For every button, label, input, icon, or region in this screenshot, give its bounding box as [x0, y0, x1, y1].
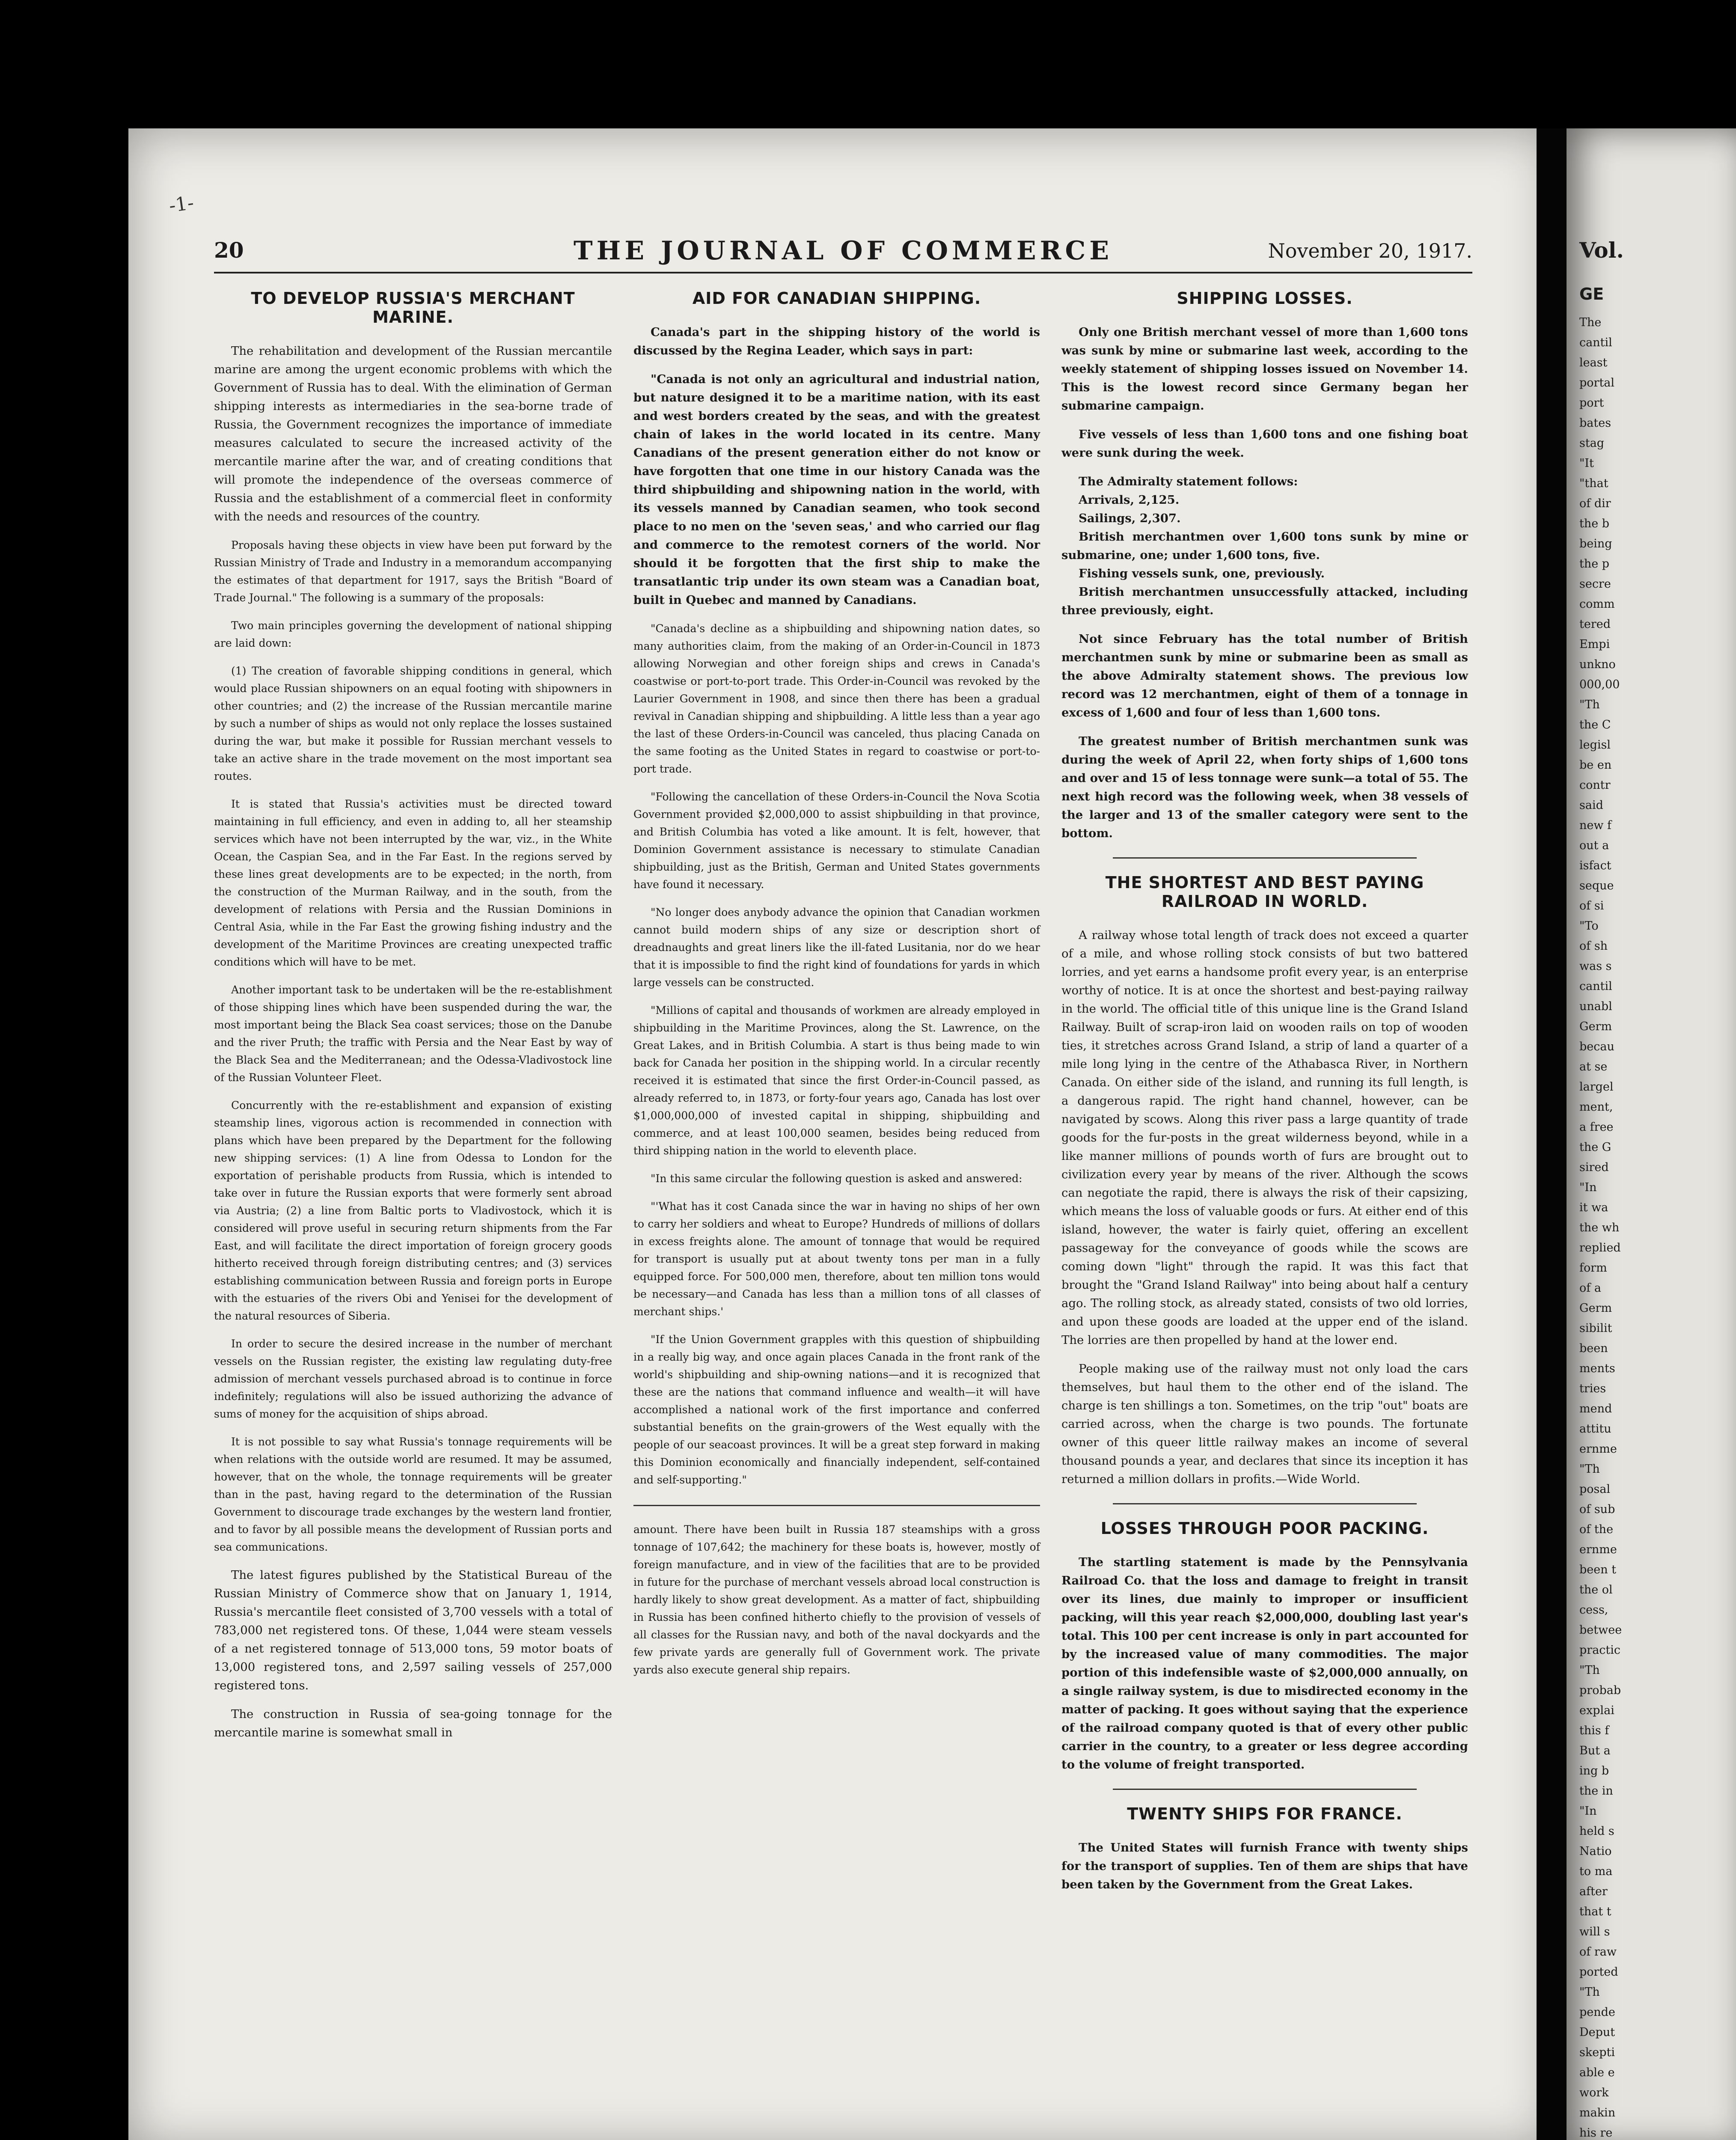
- adjacent-page-title: GE: [1579, 285, 1604, 303]
- adjacent-page-line: the wh: [1579, 1221, 1620, 1234]
- adjacent-page-line: probab: [1579, 1684, 1621, 1697]
- adjacent-page-line: 000,00: [1579, 678, 1620, 691]
- adjacent-page-line: of the: [1579, 1523, 1614, 1536]
- adjacent-page-line: of sub: [1579, 1503, 1615, 1516]
- adjacent-page-line: ment,: [1579, 1100, 1613, 1114]
- adjacent-page-line: makin: [1579, 2106, 1616, 2119]
- adjacent-page-line: tered: [1579, 618, 1611, 631]
- article-divider: [1113, 1503, 1417, 1504]
- paragraph: The greatest number of British merchantmen sunk was during the week of April 22, when forty ships of 1,600 tons and over and 15 of less tonnage were sunk—a total of 55. The next high record was the following week, when 38 vessels of the larger and 13 of the smaller category were sent to the bottom.: [1061, 734, 1468, 840]
- continuation-paragraph: amount. There have been built in Russia 187 steamships with a gross tonnage of 107,642; the machinery for these boats is, however, mostly of foreign manufacture, and in view of the facilities that are to be provided in future for the purchase of merchant vessels abroad local construction is hardly likely to show great development. As a matter of fact, shipbuilding in Russia has been confined hitherto chiefly to the provision of vessels of all classes for the Russian navy, and both of the naval dockyards and the few private yards are generally full of Government work. The private yards also execute general ship repairs.: [633, 1523, 1040, 1676]
- paragraph: Only one British merchant vessel of more than 1,600 tons was sunk by mine or submarine last week, according to the weekly statement of shipping losses issued on November 14. This is the lowest record since Germany began her submarine campaign.: [1061, 325, 1468, 413]
- paragraph: Concurrently with the re-establishment and expansion of existing steamship lines, vigorous action is recommended in connection with plans which have been prepared by the Department for the following new shipping services: (1) A line from Odessa to London for the exportation of perishable products from Russia, which is intended to take over in future the Russian exports that were formerly sent abroad via Austria; (2) a line from Baltic ports to Vladivostock, which it is considered will prove useful in securing return shipments from the Far East, and will facilitate the direct importation of foreign grocery goods hitherto received through foreign distributing centres; and (3) services establishing communication between Russia and foreign ports in Europe with the estuaries of the rivers Obi and Yenisei for the development of the natural resources of Siberia.: [214, 1099, 612, 1322]
- adjacent-page-line: Empi: [1579, 638, 1610, 651]
- adjacent-page-line: explai: [1579, 1704, 1614, 1717]
- paragraph: The United States will furnish France with twenty ships for the transport of supplies. Ten of them are ships that have been taken by the Government from the Great Lakes.: [1061, 1841, 1468, 1891]
- margin-mark: -1-: [167, 192, 196, 217]
- adjacent-page-line: pende: [1579, 2006, 1615, 2019]
- adjacent-page-line: seque: [1579, 879, 1614, 892]
- article-title-canadian-shipping: AID FOR CANADIAN SHIPPING.: [692, 289, 981, 308]
- page-header: [214, 238, 1472, 273]
- adjacent-page-line: of raw: [1579, 1945, 1617, 1959]
- quote-paragraph: "Canada is not only an agricultural and industrial nation, but nature designed it to be a maritime nation, with its east and west borders created by the seas, and with the greatest chain of lakes in the world located in its centre. Many Canadians of the present generation either do not know or have forgotten that one time in our history Canada was the third shipbuilding and shipowning nation in the world, with its vessels manned by Canadian seamen, who took second place to no men on the 'seven seas,' and who carried our flag and commerce to the remotest corners of the world. Nor should it be forgotten that the first ship to make the transatlantic trip under its own steam was a Canadian boat, built in Quebec and manned by Canadians.: [633, 372, 1040, 607]
- adjacent-page-line: "Th: [1579, 1664, 1600, 1677]
- adjacent-page-line: of dir: [1579, 497, 1611, 510]
- paragraph: Two main principles governing the development of national shipping are laid down:: [214, 619, 612, 649]
- adjacent-page-line: that t: [1579, 1905, 1611, 1918]
- adjacent-page-fragment: [1567, 128, 1736, 2140]
- adjacent-page-line: the G: [1579, 1141, 1611, 1154]
- adjacent-page-line: sired: [1579, 1161, 1609, 1174]
- paragraph: "In this same circular the following question is asked and answered:: [651, 1172, 1023, 1185]
- adjacent-page-line: of sh: [1579, 939, 1608, 953]
- adjacent-page-line: being: [1579, 537, 1612, 550]
- adjacent-page-line: port: [1579, 396, 1604, 410]
- adjacent-page-line: out a: [1579, 839, 1609, 852]
- adjacent-page-line: posal: [1579, 1483, 1611, 1496]
- adjacent-page-line: after: [1579, 1885, 1608, 1898]
- adjacent-page-line: been: [1579, 1342, 1608, 1355]
- adjacent-page-line: replied: [1579, 1241, 1621, 1254]
- paragraph: People making use of the railway must not only load the cars themselves, but haul them to the other end of the island. The charge is ten shillings a ton. Sometimes, on the trip "out" boats are carried across, when the charge is two pounds. The fortunate owner of this queer little railway makes an income of several thousand pounds a year, and declares that since its inception it has returned a million dollars in profits.—Wide World.: [1061, 1362, 1468, 1486]
- adjacent-page-line: the in: [1579, 1784, 1613, 1798]
- adjacent-page-line: held s: [1579, 1825, 1614, 1838]
- adjacent-page-line: to ma: [1579, 1865, 1613, 1878]
- adjacent-page-line: the b: [1579, 517, 1610, 530]
- adjacent-page-line: been t: [1579, 1563, 1617, 1576]
- adjacent-page-line: be en: [1579, 758, 1612, 772]
- paragraph: "Following the cancellation of these Orders-in-Council the Nova Scotia Government provided $2,000,000 to assist shipbuilding in that province, and British Columbia has voted a like amount. It is felt, however, that Dominion Government assistance is necessary to stimulate Canadian shipbuilding, just as the British, German and United States governments have found it necessary.: [633, 791, 1040, 891]
- paragraph: Five vessels of less than 1,600 tons and one fishing boat were sunk during the week.: [1061, 428, 1468, 460]
- stat-line: Fishing vessels sunk, one, previously.: [1079, 567, 1325, 580]
- paragraph: "'What has it cost Canada since the war in having no ships of her own to carry her soldiers and wheat to Europe? Hundreds of millions of dollars in excess freights alone. The amount of tonnage that would be required for transport is usually put at about twenty tons per man in a fully equipped force. For 500,000 men, therefore, about ten million tons would be necessary—and Canada has less than a million tons of all classes of merchant ships.': [633, 1200, 1040, 1318]
- adjacent-page-line: "that: [1579, 477, 1608, 490]
- article-title-russia: TO DEVELOP RUSSIA'S MERCHANT MARINE.: [251, 289, 575, 327]
- adjacent-page-line: skepti: [1579, 2046, 1615, 2059]
- paragraph: "Millions of capital and thousands of workmen are already employed in shipbuilding in the Maritime Provinces, along the St. Lawrence, on the Great Lakes, and in British Columbia. A start is thus being made to win back for Canada her position in the shipping world. In a circular recently received it is estimated that since the first Order-in-Council passed, as already referred to, in 1873, or forty-four years ago, Canada has lost over $1,000,000,000 of invested capital in shipping, shipbuilding and commerce, and at least 100,000 seamen, besides being reduced from third shipping nation in the world to eleventh place.: [633, 1004, 1040, 1157]
- adjacent-page-line: largel: [1579, 1080, 1614, 1094]
- adjacent-page-line: his re: [1579, 2126, 1613, 2140]
- newspaper-page: [128, 128, 1554, 2140]
- adjacent-page-line: least: [1579, 356, 1608, 369]
- adjacent-page-line: of a: [1579, 1281, 1601, 1295]
- article-title-railroad: THE SHORTEST AND BEST PAYING RAILROAD IN WORLD.: [1105, 873, 1424, 911]
- adjacent-page-line: contr: [1579, 779, 1611, 792]
- adjacent-page-line: form: [1579, 1261, 1607, 1275]
- stat-line: Arrivals, 2,125.: [1079, 493, 1180, 507]
- adjacent-page-line: the ol: [1579, 1583, 1613, 1596]
- paragraph: The startling statement is made by the Pennsylvania Railroad Co. that the loss and damage to freight in transit over its lines, due mainly to improper or insufficient packing, will this year reach $2,000,000, doubling last year's total. This 100 per cent increase is only in part accounted for by the increased value of many commodities. The major portion of this indefensible waste of $2,000,000 annually, on a single railway system, is due to misdirected economy in the matter of packing. It goes without saying that the experience of the railroad company quoted is that of every other public carrier in the country, to a greater or less degree according to the volume of freight transported.: [1061, 1555, 1468, 1771]
- adjacent-page-line: secre: [1579, 577, 1611, 591]
- adjacent-page-line: Germ: [1579, 1302, 1612, 1315]
- adjacent-page-line: "In: [1579, 1181, 1597, 1194]
- intro-paragraph: Canada's part in the shipping history of the world is discussed by the Regina Leader, which says in part:: [633, 325, 1040, 357]
- adjacent-page-line: "To: [1579, 919, 1599, 933]
- adjacent-page-line: bates: [1579, 416, 1611, 430]
- adjacent-page-line: legisl: [1579, 738, 1611, 752]
- adjacent-page-line: cess,: [1579, 1603, 1608, 1617]
- paragraph: "If the Union Government grapples with this question of shipbuilding in a really big way, and once again places Canada in the front rank of the world's shipbuilding and ship-owning nations—and it is recognized that these are the nations that command influence and wealth—it will have accomplished a national work of the first importance and conferred substantial benefits on the grain-growers of the West equally with the people of our seacoast provinces. It will be a great step forward in making this Dominion economically and financially independent, self-contained and self-supporting.": [633, 1333, 1040, 1486]
- adjacent-page-line: it wa: [1579, 1201, 1608, 1214]
- column-right: [1061, 289, 1468, 1904]
- adjacent-page-line: betwee: [1579, 1623, 1622, 1637]
- stat-line: British merchantmen over 1,600 tons sunk by mine or submarine, one; under 1,600 tons, five.: [1061, 530, 1468, 562]
- adjacent-page-line: this f: [1579, 1724, 1609, 1737]
- paragraph: Another important task to be undertaken will be the re-establishment of those shipping lines which have been suspended during the war, the most important being the Black Sea coast services; those on the Danube and the river Pruth; the traffic with Persia and the Near East by way of the Black Sea and the Mediterranean; and the Odessa-Vladivostock line of the Russian Volunteer Fleet.: [214, 984, 612, 1084]
- adjacent-page-line: Natio: [1579, 1845, 1612, 1858]
- adjacent-page-line: "It: [1579, 457, 1594, 470]
- adjacent-page-line: the p: [1579, 557, 1610, 571]
- adjacent-page-line: new f: [1579, 819, 1612, 832]
- adjacent-page-line: said: [1579, 799, 1603, 812]
- paragraph: Not since February has the total number of British merchantmen sunk by mine or submarine been as small as the above Admiralty statement shows. The previous low record was 12 merchantmen, eight of them of a tonnage in excess of 1,600 and four of less than 1,600 tons.: [1061, 632, 1468, 719]
- adjacent-page-line: cantil: [1579, 336, 1612, 349]
- adjacent-page-line: "Th: [1579, 1462, 1600, 1476]
- adjacent-page-line: ments: [1579, 1362, 1615, 1375]
- adjacent-page-line: Deput: [1579, 2026, 1615, 2039]
- paragraph: (1) The creation of favorable shipping conditions in general, which would place Russian shipowners on an equal footing with shipowners in other countries; and (2) the increase of the Russian mercantile marine by such a number of ships as would not only replace the losses sustained during the war, but make it possible for Russian merchant vessels to take an active share in the trade movement on the most important sea routes.: [214, 665, 612, 782]
- adjacent-page-line: "Th: [1579, 698, 1600, 711]
- adjacent-page-line: "Th: [1579, 1985, 1600, 1999]
- adjacent-page-line: the C: [1579, 718, 1611, 731]
- adjacent-page-line: able e: [1579, 2066, 1615, 2079]
- adjacent-page-line: cantil: [1579, 980, 1612, 993]
- adjacent-page-line: ernme: [1579, 1543, 1617, 1556]
- adjacent-page-line: ernme: [1579, 1442, 1617, 1456]
- adjacent-page-line: comm: [1579, 597, 1615, 611]
- adjacent-page-line: was s: [1579, 960, 1612, 973]
- adjacent-page-text: [1579, 312, 1721, 2140]
- paragraph: The Admiralty statement follows:: [1079, 475, 1298, 488]
- paragraph: Proposals having these objects in view have been put forward by the Russian Ministry of Trade and Industry in a memorandum accompanying the estimates of that department for 1917, says the British "Board of Trade Journal." The following is a summary of the proposals:: [214, 539, 612, 604]
- adjacent-page-line: unabl: [1579, 1000, 1612, 1013]
- adjacent-page-line: mend: [1579, 1402, 1612, 1415]
- paragraph: The latest figures published by the Statistical Bureau of the Russian Ministry of Commerce show that on January 1, 1914, Russia's mercantile fleet consisted of 3,700 vessels with a total of 783,000 net registered tons. Of these, 1,044 were steam vessels of a net registered tonnage of 513,000 tons, 59 motor boats of 13,000 registered tons, and 2,597 sailing vessels of 257,000 registered tons.: [214, 1568, 612, 1692]
- adjacent-page-line: at se: [1579, 1060, 1608, 1073]
- paragraph: "No longer does anybody advance the opinion that Canadian workmen cannot build modern ships of any size or description short of dreadnaughts and great liners like the ill-fated Lusitania, nor do we hear that it is impossible to find the right kind of foundations for yards in which large vessels can be constructed.: [633, 906, 1040, 989]
- article-divider: [1113, 1789, 1417, 1790]
- masthead: THE JOURNAL OF COMMERCE: [574, 236, 1113, 266]
- paragraph: The rehabilitation and development of the Russian mercantile marine are among the urgent economic problems with which the Government of Russia has to deal. With the elimination of German shipping interests as intermediaries in the sea-borne trade of Russia, the Government recognizes the importance of immediate measures calculated to secure the increased activity of the mercantile marine after the war, and of creating conditions that will promote the independence of the overseas commerce of Russia and the establishment of a commercial fleet in conformity with the needs and resources of the country.: [214, 344, 612, 523]
- column-canadian-shipping: [633, 289, 1040, 1689]
- paragraph: It is not possible to say what Russia's tonnage requirements will be when relations with the outside world are resumed. It may be assumed, however, that on the whole, the tonnage requirements will be greater than in the past, having regard to the determination of the Russian Government to discourage trade exchanges by the western land frontier, and to favor by all possible means the development of Russian ports and sea communications.: [214, 1436, 612, 1553]
- adjacent-page-line: The: [1579, 316, 1602, 329]
- paragraph: The construction in Russia of sea-going tonnage for the mercantile marine is somewhat small in: [214, 1707, 612, 1739]
- adjacent-page-line: will s: [1579, 1925, 1610, 1938]
- adjacent-page-line: stag: [1579, 437, 1605, 450]
- adjacent-page-line: ing b: [1579, 1764, 1609, 1777]
- adjacent-page-line: practic: [1579, 1644, 1621, 1657]
- stat-line: Sailings, 2,307.: [1079, 511, 1181, 525]
- adjacent-page-header: Vol.: [1579, 238, 1624, 263]
- article-title-packing: LOSSES THROUGH POOR PACKING.: [1100, 1519, 1429, 1538]
- article-divider: [1113, 857, 1417, 859]
- paragraph: It is stated that Russia's activities must be directed toward maintaining in full efficiency, and even in adding to, all her steamship services which have not been interrupted by the war, viz., in the White Ocean, the Caspian Sea, and in the Far East. In the regions served by these lines great developments are to be expected; in the north, from the construction of the Murman Railway, and in the south, from the development of relations with Persia and the Russian Dominions in Central Asia, while in the Far East the growing fishing industry and the development of the Maritime Provinces are creating unexpected traffic conditions which will have to be met.: [214, 798, 612, 968]
- adjacent-page-line: isfact: [1579, 859, 1611, 872]
- adjacent-page-line: unkno: [1579, 658, 1616, 671]
- adjacent-page-line: becau: [1579, 1040, 1614, 1053]
- adjacent-page-line: attitu: [1579, 1422, 1611, 1436]
- adjacent-page-line: Germ: [1579, 1020, 1612, 1033]
- adjacent-page-line: ported: [1579, 1965, 1618, 1979]
- article-title-shipping-losses: SHIPPING LOSSES.: [1177, 289, 1353, 308]
- article-title-france: TWENTY SHIPS FOR FRANCE.: [1127, 1804, 1403, 1823]
- adjacent-page-line: "In: [1579, 1804, 1597, 1818]
- page-number: 20: [214, 238, 244, 263]
- column-divider: [633, 1505, 1040, 1506]
- stat-line: British merchantmen unsuccessfully attacked, including three previously, eight.: [1061, 585, 1468, 617]
- column-russia: [214, 289, 612, 1752]
- adjacent-page-line: sibilit: [1579, 1322, 1612, 1335]
- adjacent-page-line: portal: [1579, 376, 1615, 389]
- paragraph: A railway whose total length of track does not exceed a quarter of a mile, and whose rolling stock consists of but two battered lorries, and yet earns a handsome profit every year, is an enterprise worthy of notice. It is at once the shortest and best-paying railway in the world. The official title of this unique line is the Grand Island Railway. Built of scrap-iron laid on wooden rails on top of wooden ties, it stretches across Grand Island, a strip of land a quarter of a mile long lying in the centre of the Athabasca River, in Northern Canada. On either side of the island, and running its full length, is a dangerous rapid. The right hand channel, however, can be navigated by scows. Along this river pass a large quantity of trade goods for the fur-posts in the great wilderness beyond, while in a like manner millions of pounds worth of furs are brought out to civilization every year by means of the river. Although the scows can negotiate the rapid, there is always the risk of their capsizing, which means the loss of valuable goods or furs. At either end of this island, however, the water is fairly quiet, offering an excellent passageway for the conveyance of goods while the scows are coming down "light" through the rapid. It was this fact that brought the "Grand Island Railway" into being about half a century ago. The rolling stock, as already stated, consists of two old lorries, and upon these goods are loaded at the upper end of the island. The lorries are then propelled by hand at the lower end.: [1061, 928, 1468, 1347]
- adjacent-page-line: a free: [1579, 1121, 1614, 1134]
- adjacent-page-line: of si: [1579, 899, 1604, 912]
- adjacent-page-line: But a: [1579, 1744, 1611, 1757]
- adjacent-page-line: work: [1579, 2086, 1609, 2099]
- issue-date: November 20, 1917.: [1268, 239, 1472, 262]
- adjacent-page-line: tries: [1579, 1382, 1606, 1395]
- paragraph: In order to secure the desired increase in the number of merchant vessels on the Russian register, the existing law regulating duty-free admission of merchant vessels purchased abroad is to continue in force indefinitely; regulations will also be issued authorizing the advance of sums of money for the acquisition of ships abroad.: [214, 1338, 612, 1420]
- paragraph: "Canada's decline as a shipbuilding and shipowning nation dates, so many authorities claim, from the making of an Order-in-Council in 1873 allowing Norwegian and other foreign ships and crews in Canada's coastwise or port-to-port trade. This Order-in-Council was revoked by the Laurier Government in 1908, and since then there has been a gradual revival in Canadian shipping and shipbuilding. A little less than a year ago the last of these Orders-in-Council was canceled, thus placing Canada on the same footing as the United States in regard to coastwise or port-to-port trade.: [633, 622, 1040, 775]
